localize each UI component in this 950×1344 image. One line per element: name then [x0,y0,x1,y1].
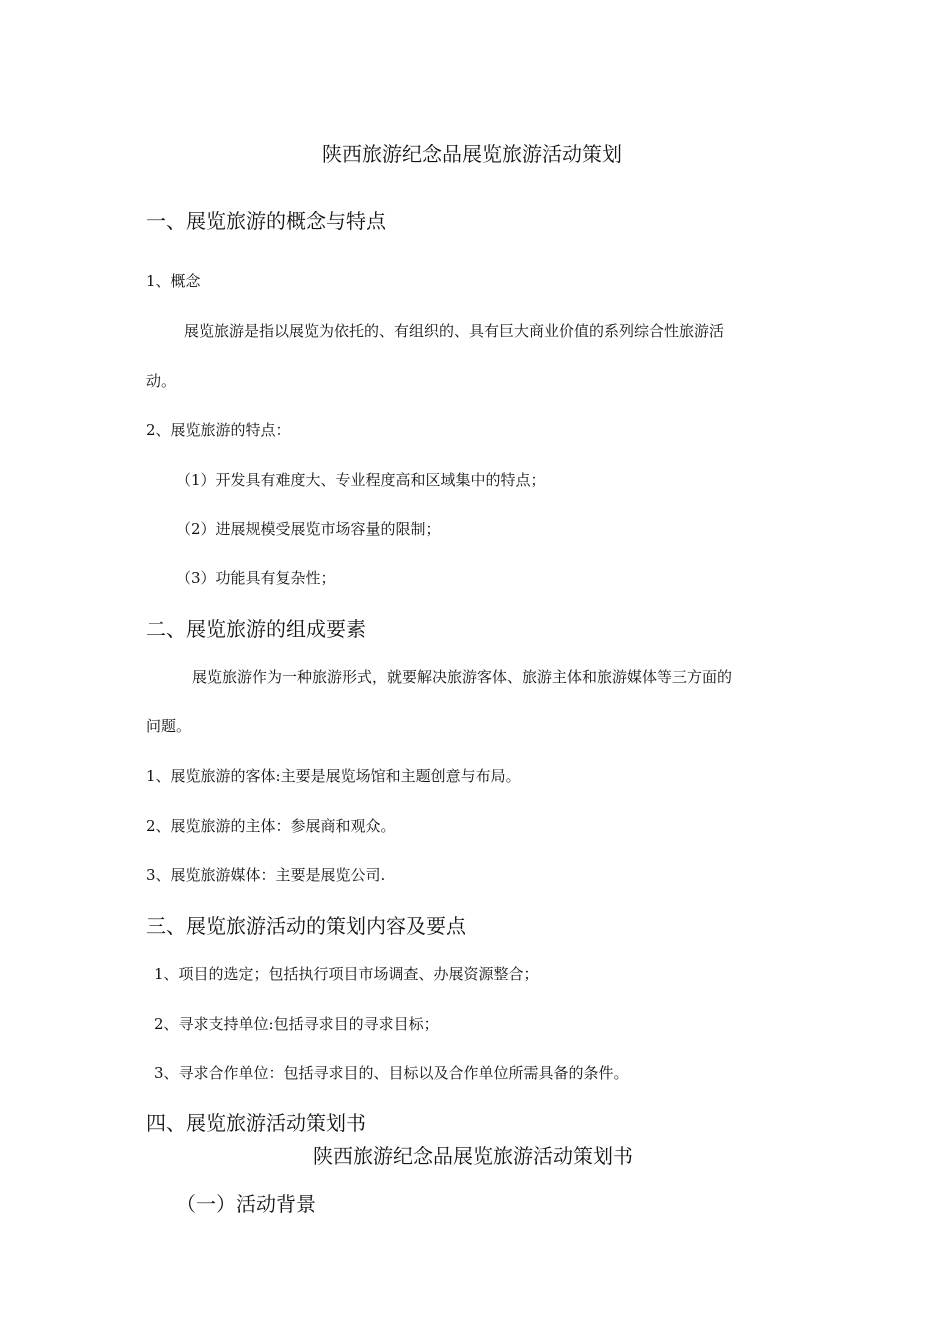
section-1-paragraph-line-2: 动。 [146,372,177,390]
section-1-paragraph-line-1: 展览旅游是指以展览为依托的、有组织的、具有巨大商业价值的系列综合性旅游活 [184,322,725,340]
section-3-heading: 三、展览旅游活动的策划内容及要点 [146,914,466,938]
proposal-title: 陕西旅游纪念品展览旅游活动策划书 [313,1144,633,1168]
section-2-paragraph-line-1: 展览旅游作为一种旅游形式，就要解决旅游客体、旅游主体和旅游媒体等三方面的 [192,668,733,686]
section-2-paragraph-line-2: 问题。 [146,717,192,735]
planning-item-2: 2、寻求支持单位:包括寻求目的寻求目标； [154,1015,439,1033]
planning-item-3: 3、寻求合作单位：包括寻求目的、目标以及合作单位所需具备的条件。 [154,1064,629,1082]
element-item-2: 2、展览旅游的主体：参展商和观众。 [146,817,396,835]
planning-item-1: 1、项目的选定；包括执行项目市场调查、办展资源整合； [154,965,539,983]
activity-background-heading: （一）活动背景 [176,1192,316,1216]
section-1-subheading-concept: 1、概念 [146,272,201,290]
section-1-subheading-features: 2、展览旅游的特点： [146,421,291,439]
feature-item-2: （2）进展规模受展览市场容量的限制； [176,520,441,538]
document-title: 陕西旅游纪念品展览旅游活动策划 [322,142,622,166]
feature-item-1: （1）开发具有难度大、专业程度高和区域集中的特点； [176,471,546,489]
section-1-heading: 一、展览旅游的概念与特点 [146,209,386,233]
section-2-heading: 二、展览旅游的组成要素 [146,617,366,641]
element-item-3: 3、展览旅游媒体：主要是展览公司. [146,866,386,884]
element-item-1: 1、展览旅游的客体:主要是展览场馆和主题创意与布局。 [146,767,521,785]
section-4-heading: 四、展览旅游活动策划书 [146,1111,366,1135]
feature-item-3: （3）功能具有复杂性； [176,569,336,587]
